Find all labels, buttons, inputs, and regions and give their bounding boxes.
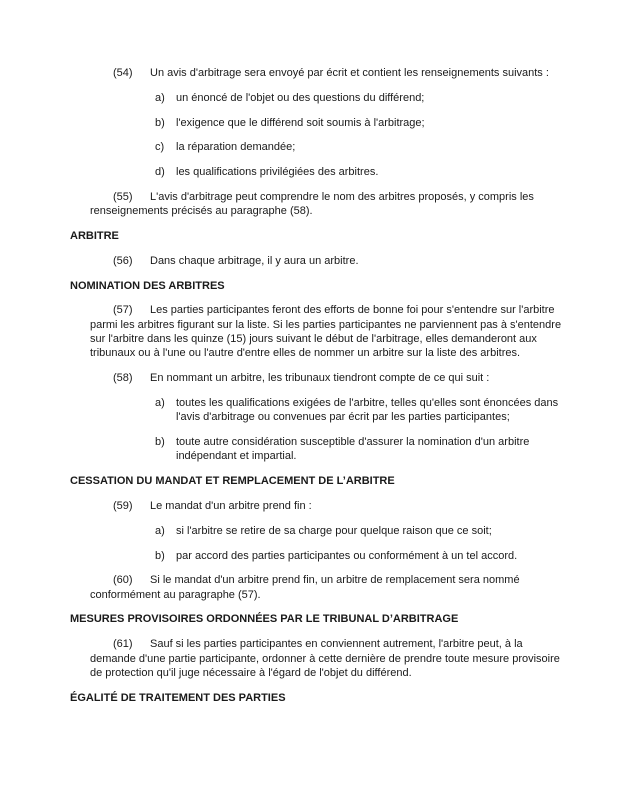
section-heading-mesures-provisoires: MESURES PROVISOIRES ORDONNÉES PAR LE TRIBUNAL D’ARBITRAGE [70,613,459,626]
list-item-54b [155,116,562,130]
paragraph-text: Le mandat d'un arbitre prend fin : [150,499,312,512]
paragraph-text: En nommant un arbitre, les tribunaux tiendront compte de ce qui suit : [150,372,490,385]
list-item-letter: d) [155,166,165,179]
paragraph-59 [90,499,562,513]
list-item-text: les qualifications privilégiées des arbitres. [176,166,379,179]
section-heading-egalite-de-traitement: ÉGALITÉ DE TRAITEMENT DES PARTIES [70,691,286,704]
paragraph-61 [90,637,562,680]
paragraph-number: (59) [113,499,133,512]
section-heading-nomination-des-arbitres: NOMINATION DES ARBITRES [70,279,225,292]
list-item-54a [155,91,562,105]
list-item-54d [155,165,562,179]
list-item-letter: c) [155,141,165,154]
section-heading-arbitre: ARBITRE [70,230,119,243]
section-heading-cessation-remplacement-arbitre: CESSATION DU MANDAT ET REMPLACEMENT DE L’ARBITRE [70,475,395,488]
paragraph-58 [90,371,562,385]
paragraph-number: (61) [113,638,133,651]
list-item-text: un énoncé de l'objet ou des questions du différend; [176,91,425,104]
paragraph-text: Dans chaque arbitrage, il y aura un arbitre. [150,254,359,267]
paragraph-number: (56) [113,254,133,267]
paragraph-number: (55) [113,190,133,203]
list-item-letter: a) [155,524,165,537]
paragraph-text: Sauf si les parties participantes en conviennent autrement, l'arbitre peut, à la demande d'une partie participante, ordonner à cette dernière de prendre toute mesure provisoire de protection qu'il juge nécessaire à l'égard de l'objet du différend. [90,638,560,679]
paragraph-text: Si le mandat d'un arbitre prend fin, un arbitre de remplacement sera nommé conformément au paragraphe (57). [90,574,520,601]
list-item-text: si l'arbitre se retire de sa charge pour quelque raison que ce soit; [176,524,492,537]
list-item-letter: a) [155,396,165,409]
paragraph-56 [90,254,562,268]
paragraph-number: (60) [113,574,133,587]
paragraph-text: L'avis d'arbitrage peut comprendre le nom des arbitres proposés, y compris les renseignements précisés au paragraphe (58). [90,190,534,218]
paragraph-text: Les parties participantes feront des efforts de bonne foi pour s'entendre sur l'arbitre parmi les arbitres figurant sur la liste. Si les parties participantes ne parviennent pas à s'entendre sur l'arbitre dans les quinze (15) jours suivant le début de l'arbitrage, elles demanderont aux tribunaux ou à l'une ou l'autre d'entre elles de nommer un arbitre sur la liste des arbitres. [90,304,562,360]
list-item-text: toutes les qualifications exigées de l'arbitre, telles qu'elles sont énoncées dans l'avis d'arbitrage ou convenues par écrit par les parties participantes; [176,396,559,424]
list-item-text: la réparation demandée; [176,141,296,154]
list-item-59b [155,549,562,563]
list-item-58a [155,396,562,425]
paragraph-57 [90,303,562,360]
list-item-59a [155,524,562,538]
paragraph-number: (57) [113,304,133,317]
list-item-letter: b) [155,116,165,129]
list-item-text: l'exigence que le différend soit soumis à l'arbitrage; [176,116,425,129]
list-item-58b [155,435,562,464]
list-item-letter: a) [155,91,165,104]
paragraph-number: (54) [113,67,133,79]
paragraph-54 [90,66,562,80]
paragraph-number: (58) [113,372,133,385]
list-item-letter: b) [155,549,165,562]
paragraph-text: Un avis d'arbitrage sera envoyé par écrit et contient les renseignements suivants : [150,67,549,79]
list-item-text: par accord des parties participantes ou conformément à un tel accord. [176,549,518,562]
paragraph-55 [90,190,562,219]
paragraph-60 [90,573,562,602]
list-item-text: toute autre considération susceptible d'assurer la nomination d'un arbitre indépendant et impartial. [176,436,530,463]
list-item-letter: b) [155,436,165,449]
list-item-54c [155,140,562,154]
